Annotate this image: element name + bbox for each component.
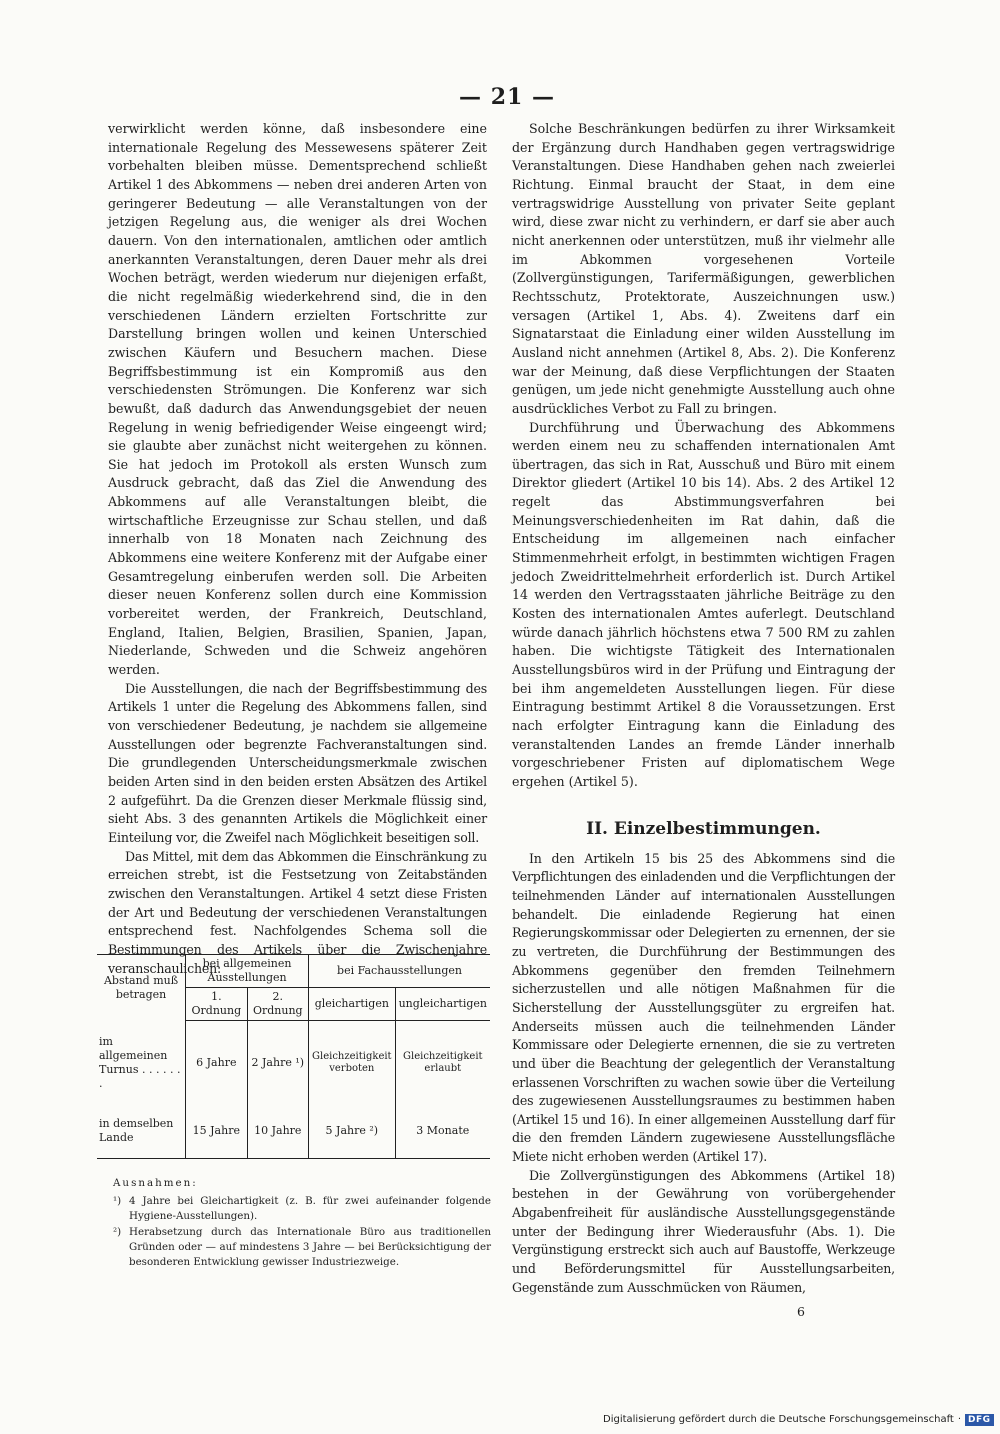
table-row: [97, 1021, 490, 1105]
table-subheader: 2. Ordnung: [247, 988, 308, 1021]
footnote-text: Herabsetzung durch das Internationale Büro aus traditionellen Gründen oder — auf mindestens 3 Jahre — bei Berücksichtigung der besonderen Entwicklung gewisser Industriezweige.: [129, 1225, 491, 1269]
table-row-label: in demselben Lande: [97, 1105, 186, 1159]
section-heading: II. Einzelbestimmungen.: [586, 818, 821, 839]
footer-bullet: ·: [957, 1414, 962, 1425]
footnote-mark: ¹): [113, 1195, 122, 1208]
page-number: — 21 —: [459, 84, 555, 110]
footnote: [113, 1225, 491, 1271]
footnote: [113, 1194, 491, 1224]
footnotes-title: Ausnahmen:: [113, 1177, 198, 1189]
table-group-special: bei Fachausstellungen: [309, 955, 490, 988]
table-cell: Gleichzeitigkeit erlaubt: [395, 1021, 490, 1105]
table-group-general: bei allgemeinen Ausstellungen: [186, 955, 309, 988]
table-row-label: im allgemeinen Turnus . . . . . . .: [99, 1034, 181, 1090]
table-cell: 10 Jahre: [247, 1105, 308, 1159]
table-subheader: ungleichartigen: [395, 988, 490, 1021]
table-subheader: gleichartigen: [309, 988, 396, 1021]
digitization-footer: [603, 1413, 993, 1427]
table-corner-header: Abstand muß betragen: [97, 955, 186, 1021]
right-paragraph-4: Die Zollvergünstigungen des Abkommens (Artikel 18) bestehen in der Gewährung von vorübergehender Abgabenfreiheit für ausländische Ausstellungsgegenstände unter der Bedingung ihrer Wiederausfuhr (Abs. 1). Die Vergünstigung erstreckt sich auch auf Baustoffe, Werkzeuge und Beförderungsmittel für Ausstellungsarbeiten, Gegenstände zum Ausschmücken von Räumen,: [512, 1167, 895, 1295]
footnote-mark: ²): [113, 1225, 122, 1238]
right-paragraph-2: Durchführung und Überwachung des Abkommens werden einem neu zu schaffenden internationalen Amt übertragen, das sich in Rat, Ausschuß und Büro mit einem Direktor gliedert (Artikel 10 bis 14). Abs. 2 des Artikel 12 regelt das Abstimmungsverfahren bei Meinungsverschiedenheiten im Rat dahin, daß die Entscheidung im allgemeinen nach einfacher Stimmenmehrheit erfolgt, in bestimmten wichtigen Fragen jedoch Zweidrittelmehrheit erforderlich ist. Durch Artikel 14 werden den Vertragsstaaten jährliche Beiträge zu den Kosten des internationalen Amtes auferlegt. Deutschland würde danach jährlich höchstens etwa 7 500 RM zu zahlen haben. Die wichtigste Tätigkeit des Internationalen Ausstellungsbüros wird in der Prüfung und Eintragung der bei ihm angemeldeten Ausstellungen liegen. Für diese Eintragung bestimmt Artikel 8 die Voraussetzungen. Erst nach erfolgter Eintragung kann die Einladung des veranstaltenden Landes an fremde Länder innerhalb vorgeschriebener Fristen auf diplomatischem Wege ergehen (Artikel 5).: [512, 419, 895, 789]
footnotes: [113, 1176, 491, 1270]
table-cell: 2 Jahre ¹): [247, 1021, 308, 1105]
left-paragraph-1: verwirklicht werden könne, daß insbesondere eine internationale Regelung des Messewesens späterer Zeit vorbehalten bleiben müsse. Dementsprechend schließt Artikel 1 des Abkommens — neben drei anderen Arten von geringerer Bedeutung — alle Veranstaltungen von der jetzigen Regelung aus, die weniger als drei Wochen dauern. Von den internationalen, amtlichen oder amtlich anerkannten Veranstaltungen, deren Dauer mehr als drei Wochen beträgt, werden wiederum nur diejenigen erfaßt, die nicht regelmäßig wiederkehrend sind, die in den verschiedenen Ländern erzielten Fortschritte zur Darstellung bringen wollen und keinen Unterschied zwischen Käufern und Besuchern machen. Diese Begriffsbestimmung ist ein Kompromiß aus den verschiedensten Strömungen. Die Konferenz war sich bewußt, daß dadurch das Anwendungsgebiet der neuen Regelung in wenig befriedigender Weise eingeengt wird; sie glaubte aber zunächst nicht weitergehen zu können. Sie hat jedoch im Protokoll als ersten Wunsch zum Ausdruck gebracht, daß das Ziel die Anwendung des Abkommens auf alle Veranstaltungen bleibt, die wirtschaftliche Erzeugnisse zur Schau stellen, und daß innerhalb von 18 Monaten nach Zeichnung des Abkommens eine weitere Konferenz mit der Aufgabe einer Gesamtregelung einberufen werden soll. Die Arbeiten dieser neuen Konferenz sollen durch eine Kommission vorbereitet werden, der Frankreich, Deutschland, England, Italien, Belgien, Brasilien, Spanien, Japan, Niederlande, Schweden und die Schweiz angehören werden.: [108, 121, 487, 678]
left-paragraph-3: Das Mittel, mit dem das Abkommen die Einschränkung zu erreichen strebt, ist die Festsetzung von Zeitabständen zwischen den Veranstaltungen. Artikel 4 setzt diese Fristen der Art und Bedeutung der verschiedenen Veranstaltungen entsprechend fest. Nachfolgendes Schema soll die Bestimmungen des Artikels über die Zwischenjahre veranschaulichen:: [108, 848, 487, 976]
table-row: [97, 1105, 490, 1159]
table-cell: 3 Monate: [395, 1105, 490, 1159]
table-cell: 5 Jahre ²): [309, 1105, 396, 1159]
table-cell: Gleichzeitigkeit verboten: [309, 1021, 396, 1105]
table-cell: 6 Jahre: [186, 1021, 247, 1105]
right-column: [512, 120, 895, 1322]
left-paragraph-2: Die Ausstellungen, die nach der Begriffsbestimmung des Artikels 1 unter die Regelung des Abkommens fallen, sind von verschiedener Bedeutung, je nachdem sie allgemeine Ausstellungen oder begrenzte Fachveranstaltungen sind. Die grundlegenden Unterscheidungsmerkmale zwischen beiden Arten sind in den beiden ersten Absätzen des Artikel 2 aufgeführt. Da die Grenzen dieser Merkmale flüssig sind, sieht Abs. 3 des genannten Artikels die Möglichkeit einer Einteilung vor, die Zweifel nach Möglichkeit beseitigen soll.: [108, 680, 487, 845]
right-paragraph-3: In den Artikeln 15 bis 25 des Abkommens sind die Verpflichtungen des einladenden und die Verpflichtungen der teilnehmenden Länder auf internationalen Ausstellungen behandelt. Die einladende Regierung hat einen Regierungskommissar oder Delegierten zu ernennen, der sie zu vertreten, die Durchführung der Bestimmungen des Abkommens gegenüber den fremden Teilnehmern sicherzustellen und alle nötigen Maßnahmen für die Sicherstellung der Ausstellungsgüter zu ergreifen hat. Anderseits müssen auch die teilnehmenden Länder Kommissare oder Delegierte ernennen, die sie zu vertreten und über die Beachtung der gelegentlich der Veranstaltung erlassenen Vorschriften zu wachen sowie über die Verteilung des zugewiesenen Ausstellungsraumes zu bestimmen haben (Artikel 15 und 16). In einer allgemeinen Ausstellung darf für die den fremden Ländern zugewiesene Ausstellungsfläche Miete nicht erhoben werden (Artikel 17).: [512, 850, 895, 1165]
dfg-logo: DFG: [965, 1414, 994, 1426]
exhibition-interval-table: [97, 954, 490, 1159]
table-subheader: 1. Ordnung: [186, 988, 247, 1021]
signature-mark: 6: [797, 1304, 805, 1320]
table-header-row: [97, 955, 490, 988]
table-cell: 15 Jahre: [186, 1105, 247, 1159]
footnote-text: 4 Jahre bei Gleichartigkeit (z. B. für zwei aufeinander folgende Hygiene-Ausstellungen).: [129, 1195, 491, 1223]
footer-text: Digitalisierung gefördert durch die Deutsche Forschungsgemeinschaft: [603, 1414, 954, 1425]
left-column: [108, 120, 487, 978]
right-paragraph-1: Solche Beschränkungen bedürfen zu ihrer Wirksamkeit der Ergänzung durch Handhaben gegen vertragswidrige Veranstaltungen. Diese Handhaben gehen nach zweierlei Richtung. Einmal braucht der Staat, in dem eine vertragswidrige Ausstellung von privater Seite geplant wird, diese zwar nicht zu verhindern, er darf sie aber auch nicht anerkennen oder unterstützen, muß ihr vielmehr alle im Abkommen vorgesehenen Vorteile (Zollvergünstigungen, Tarifermäßigungen, gewerblichen Rechtsschutz, Protektorate, Auszeichnungen usw.) versagen (Artikel 1, Abs. 4). Zweitens darf ein Signatarstaat die Einladung einer wilden Ausstellung im Ausland nicht annehmen (Artikel 8, Abs. 2). Die Konferenz war der Meinung, daß diese Verpflichtungen der Staaten genügen, um jede nicht genehmigte Ausstellung auch ohne ausdrückliches Verbot zu Fall zu bringen.: [512, 121, 895, 416]
